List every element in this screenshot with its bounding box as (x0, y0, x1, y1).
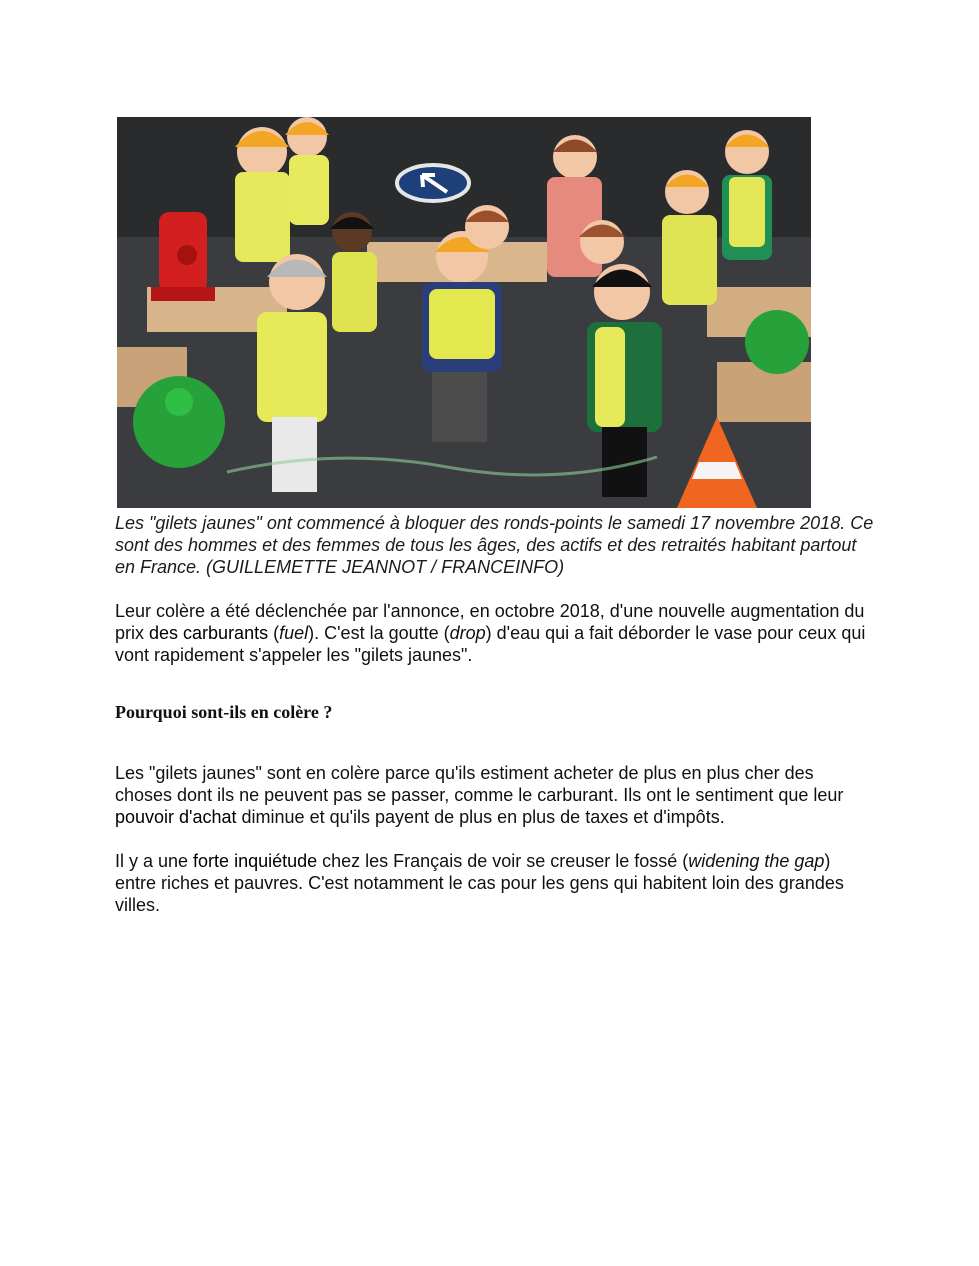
article-photo (117, 117, 811, 508)
text: ). C'est la goutte ( (308, 623, 450, 643)
link-carburants[interactable]: des carburants (149, 623, 269, 643)
paragraph-3 (115, 850, 875, 916)
text: ( (268, 623, 280, 643)
text: ) entre riches et pauvres. C'est notamment le cas pour les gens qui habitent loin des grandes villes. (115, 851, 844, 915)
italic-term: drop (449, 623, 486, 643)
text: ) d'eau qui a fait déborder le vase pour ceux qui vont rapidement s'appeler les "gilets jaunes". (115, 623, 866, 665)
italic-term: fuel (279, 623, 309, 643)
link-pouvoir-achat[interactable]: pouvoir d'achat (115, 807, 237, 827)
link-forte-inquietude[interactable]: forte inquiétude (193, 851, 318, 871)
text: diminue et qu'ils payent de plus en plus de taxes et d'impôts. (236, 807, 725, 827)
paragraph-1 (115, 600, 875, 666)
playmobil-figures-image (117, 117, 811, 508)
text: Les "gilets jaunes" sont en colère parce qu'ils estiment acheter de plus en plus cher des choses dont ils ne peuvent pas se passer, comme le carburant. Ils ont le sentiment que leur (115, 763, 844, 805)
text: chez les Français de voir se creuser le fossé ( (317, 851, 689, 871)
italic-term: widening the gap (688, 851, 825, 871)
photo-caption: Les "gilets jaunes" ont commencé à bloquer des ronds-points le samedi 17 novembre 2018. Ce sont des hommes et des femmes de tous les âges, des actifs et des retraités habitant partout en France. (GUILLEMETTE JEANNOT / FRANCEINFO) (115, 513, 874, 577)
section-heading: Pourquoi sont-ils en colère ? (115, 702, 333, 722)
paragraph-2 (115, 762, 875, 828)
text: Il y a une (115, 851, 194, 871)
text: Leur colère a été déclenchée par l'annonce, en octobre 2018, d'une nouvelle augmentation du prix (115, 601, 865, 643)
